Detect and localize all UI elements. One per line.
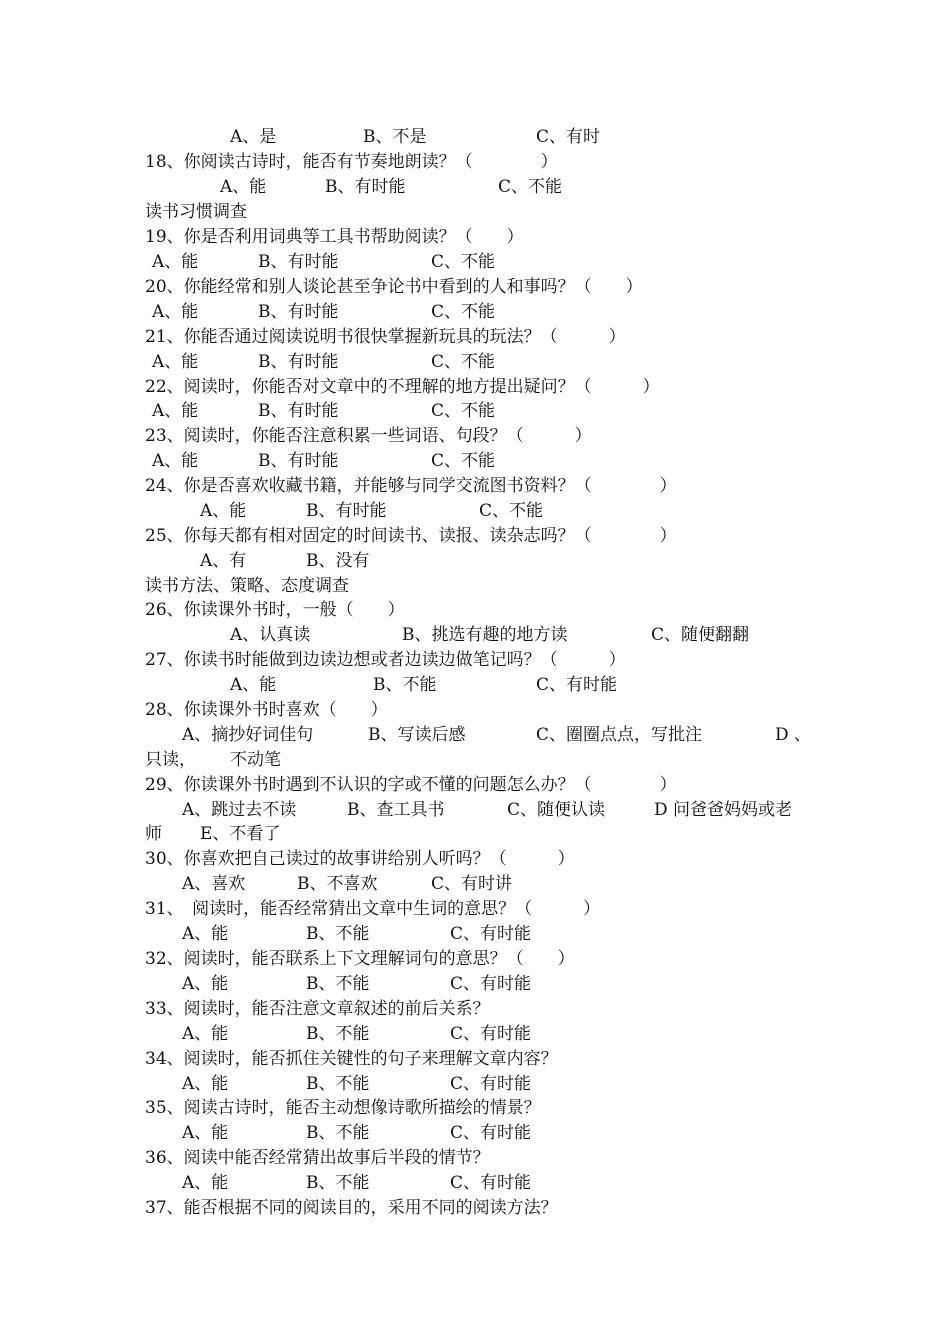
question-text-q23: 23、阅读时，你能否注意积累一些词语、句段？（ ） [145, 426, 592, 446]
q21-opts-option-1: B、有时能 [258, 352, 339, 372]
q17-opts-option-0: A、是 [230, 127, 277, 147]
question-text-q34: 34、阅读时，能否抓住关键性的句子来理解文章内容？ [145, 1049, 558, 1069]
q19-opts-option-1: B、有时能 [258, 252, 339, 272]
q33-opts-option-2: C、有时能 [450, 1024, 532, 1044]
q34-opts-option-2: C、有时能 [450, 1074, 532, 1094]
q26-opts-option-1: B、挑选有趣的地方读 [402, 625, 568, 645]
q23-opts-option-2: C、不能 [431, 451, 496, 471]
q18-opts-option-2: C、不能 [498, 177, 563, 197]
question-text-q20: 20、你能经常和别人谈论甚至争论书中看到的人和事吗？（ ） [145, 277, 643, 297]
question-text-q21: 21、你能否通过阅读说明书很快掌握新玩具的玩法？（ ） [145, 327, 626, 347]
q29-opts-option-1: B、查工具书 [347, 800, 445, 820]
q28-opts2-option-0: 只读， [145, 750, 196, 770]
q36-opts-option-1: B、不能 [306, 1173, 370, 1193]
question-text-q22: 22、阅读时，你能否对文章中的不理解的地方提出疑问？（ ） [145, 377, 660, 397]
q24-opts-option-1: B、有时能 [306, 501, 387, 521]
section-title-sec1: 读书习惯调查 [145, 202, 247, 222]
question-text-q25: 25、你每天都有相对固定的时间读书、读报、读杂志吗？（ ） [145, 526, 677, 546]
q27-opts-option-2: C、有时能 [536, 675, 618, 695]
q28-opts-option-3: D 、 [775, 725, 812, 745]
q35-opts-option-0: A、能 [182, 1123, 229, 1143]
question-text-q27: 27、你读书时能做到边读边想或者边读边做笔记吗？（ ） [145, 650, 626, 670]
q30-opts-option-0: A、喜欢 [182, 874, 246, 894]
q29-opts-option-2: C、随便认读 [507, 800, 606, 820]
question-text-q24: 24、你是否喜欢收藏书籍，并能够与同学交流图书资料？（ ） [145, 476, 677, 496]
q28-opts2-option-1: 不动笔 [230, 750, 281, 770]
q27-opts-option-0: A、能 [230, 675, 277, 695]
q29-opts-option-3: D 问爸爸妈妈或老 [654, 800, 793, 820]
q25-opts-option-0: A、有 [200, 551, 247, 571]
q18-opts-option-0: A、能 [220, 177, 267, 197]
q36-opts-option-0: A、能 [182, 1173, 229, 1193]
q24-opts-option-2: C、不能 [479, 501, 544, 521]
q28-opts-option-2: C、圈圈点点，写批注 [536, 725, 703, 745]
q23-opts-option-0: A、能 [152, 451, 199, 471]
q32-opts-option-0: A、能 [182, 974, 229, 994]
q24-opts-option-0: A、能 [200, 501, 247, 521]
q34-opts-option-1: B、不能 [306, 1074, 370, 1094]
q17-opts-option-2: C、有时 [536, 127, 601, 147]
question-text-q36: 36、阅读中能否经常猜出故事后半段的情节？ [145, 1148, 490, 1168]
q32-opts-option-1: B、不能 [306, 974, 370, 994]
question-text-q18: 18、你阅读古诗时，能否有节奏地朗读？（ ） [145, 152, 558, 172]
q31-opts-option-2: C、有时能 [450, 924, 532, 944]
question-text-q32: 32、阅读时，能否联系上下文理解词句的意思？（ ） [145, 949, 575, 969]
q19-opts-option-2: C、不能 [431, 252, 496, 272]
section-title-sec2: 读书方法、策略、态度调查 [145, 576, 349, 596]
q21-opts-option-0: A、能 [152, 352, 199, 372]
q19-opts-option-0: A、能 [152, 252, 199, 272]
q34-opts-option-0: A、能 [182, 1074, 229, 1094]
question-text-q29: 29、你读课外书时遇到不认识的字或不懂的问题怎么办？（ ） [145, 775, 677, 795]
q21-opts-option-2: C、不能 [431, 352, 496, 372]
q32-opts-option-2: C、有时能 [450, 974, 532, 994]
q30-opts-option-1: B、不喜欢 [297, 874, 378, 894]
q18-opts-option-1: B、有时能 [325, 177, 406, 197]
q22-opts-option-0: A、能 [152, 401, 199, 421]
q26-opts-option-2: C、随便翻翻 [651, 625, 750, 645]
q35-opts-option-2: C、有时能 [450, 1123, 532, 1143]
question-text-q19: 19、你是否利用词典等工具书帮助阅读？（ ） [145, 227, 524, 247]
q26-opts-option-0: A、认真读 [230, 625, 311, 645]
question-text-q28: 28、你读课外书时喜欢（ ） [145, 700, 388, 720]
q28-opts-option-1: B、写读后感 [368, 725, 466, 745]
q29-opts2-option-1: E、不看了 [200, 824, 281, 844]
q33-opts-option-0: A、能 [182, 1024, 229, 1044]
question-text-q30: 30、你喜欢把自己读过的故事讲给别人听吗？（ ） [145, 849, 575, 869]
q17-opts-option-1: B、不是 [363, 127, 427, 147]
question-text-q37: 37、能否根据不同的阅读目的，采用不同的阅读方法？ [145, 1198, 558, 1218]
q20-opts-option-1: B、有时能 [258, 302, 339, 322]
q33-opts-option-1: B、不能 [306, 1024, 370, 1044]
q30-opts-option-2: C、有时讲 [431, 874, 513, 894]
q27-opts-option-1: B、不能 [373, 675, 437, 695]
q29-opts2-option-0: 师 [145, 824, 162, 844]
q20-opts-option-2: C、不能 [431, 302, 496, 322]
question-text-q26: 26、你读课外书时，一般（ ） [145, 600, 405, 620]
question-text-q33: 33、阅读时，能否注意文章叙述的前后关系？ [145, 999, 490, 1019]
q28-opts-option-0: A、摘抄好词佳句 [182, 725, 314, 745]
q31-opts-option-0: A、能 [182, 924, 229, 944]
q20-opts-option-0: A、能 [152, 302, 199, 322]
q23-opts-option-1: B、有时能 [258, 451, 339, 471]
question-text-q35: 35、阅读古诗时，能否主动想像诗歌所描绘的情景？ [145, 1098, 541, 1118]
question-text-q31: 31、 阅读时，能否经常猜出文章中生词的意思？（ ） [145, 899, 601, 919]
q36-opts-option-2: C、有时能 [450, 1173, 532, 1193]
q25-opts-option-1: B、没有 [306, 551, 370, 571]
q22-opts-option-2: C、不能 [431, 401, 496, 421]
q22-opts-option-1: B、有时能 [258, 401, 339, 421]
q31-opts-option-1: B、不能 [306, 924, 370, 944]
q29-opts-option-0: A、跳过去不读 [182, 800, 297, 820]
q35-opts-option-1: B、不能 [306, 1123, 370, 1143]
